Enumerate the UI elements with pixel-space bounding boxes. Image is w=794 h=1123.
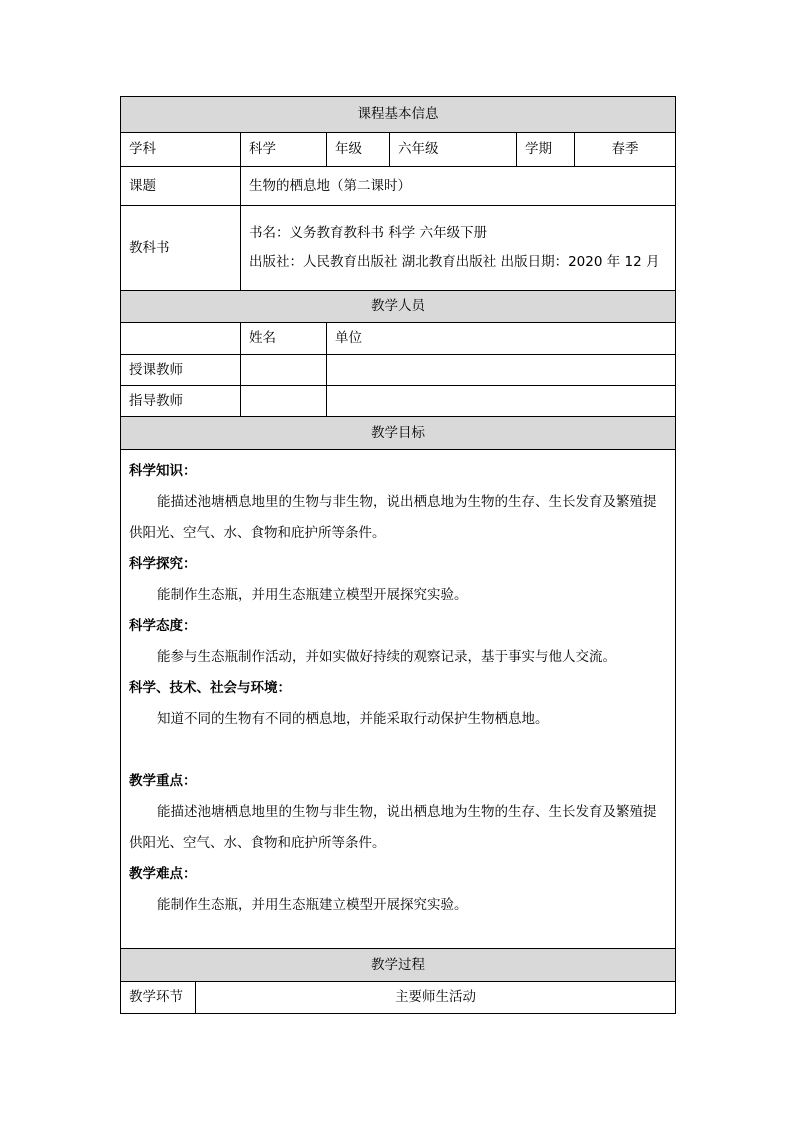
key-point-text: 能描述池塘栖息地里的生物与非生物，说出栖息地为生物的生存、生长发育及繁殖提供阳光、空气、水、食物和庇护所等条件。: [129, 804, 657, 851]
attitude-heading: 科学态度：: [129, 618, 197, 634]
knowledge-text: 能描述池塘栖息地里的生物与非生物，说出栖息地为生物的生存、生长发育及繁殖提供阳光、空气、水、食物和庇护所等条件。: [129, 494, 657, 541]
staff-unit-lecturer: [327, 355, 676, 386]
staff-unit-col: 单位: [327, 323, 676, 355]
attitude-text: 能参与生态瓶制作活动，并如实做好持续的观察记录，基于事实与他人交流。: [157, 649, 616, 665]
topic-label: 课题: [121, 167, 241, 206]
process-activity-col: 主要师生活动: [196, 981, 676, 1013]
sts-heading: 科学、技术、社会与环境：: [129, 680, 291, 696]
section-header-basic-info: 课程基本信息: [121, 97, 676, 133]
difficult-point-text: 能制作生态瓶，并用生态瓶建立模型开展探究实验。: [157, 897, 468, 913]
staff-role-lecturer: 授课教师: [121, 355, 241, 386]
textbook-publisher: 出版社：人民教育出版社 湖北教育出版社 出版日期：2020 年 12 月: [249, 254, 660, 270]
staff-name-col: 姓名: [241, 323, 327, 355]
staff-name-lecturer: [241, 355, 327, 386]
term-value: 春季: [575, 133, 676, 167]
sts-text: 知道不同的生物有不同的栖息地，并能采取行动保护生物栖息地。: [157, 711, 549, 727]
objectives-body: [121, 450, 676, 949]
staff-unit-mentor: [327, 386, 676, 417]
textbook-info: [241, 206, 676, 291]
inquiry-heading: 科学探究：: [129, 556, 197, 572]
topic-value: 生物的栖息地（第二课时）: [241, 167, 676, 206]
grade-label: 年级: [327, 133, 390, 167]
section-header-objectives: 教学目标: [121, 417, 676, 450]
process-table: [120, 949, 676, 1014]
knowledge-heading: 科学知识：: [129, 463, 197, 479]
textbook-label: 教科书: [121, 206, 241, 291]
lesson-plan-sheet: [120, 96, 675, 1014]
staff-role-mentor: 指导教师: [121, 386, 241, 417]
grade-value: 六年级: [390, 133, 517, 167]
subject-label: 学科: [121, 133, 241, 167]
staff-name-mentor: [241, 386, 327, 417]
key-point-heading: 教学重点：: [129, 773, 197, 789]
textbook-name: 书名：义务教育教科书 科学 六年级下册: [249, 225, 488, 241]
basic-info-table: [120, 96, 676, 949]
inquiry-text: 能制作生态瓶，并用生态瓶建立模型开展探究实验。: [157, 587, 468, 603]
subject-value: 科学: [241, 133, 327, 167]
spacer: [129, 735, 667, 766]
process-stage-col: 教学环节: [121, 981, 196, 1013]
staff-header-blank: [121, 323, 241, 355]
term-label: 学期: [517, 133, 575, 167]
difficult-point-heading: 教学难点：: [129, 866, 197, 882]
section-header-staff: 教学人员: [121, 291, 676, 323]
section-header-process: 教学过程: [121, 949, 676, 981]
